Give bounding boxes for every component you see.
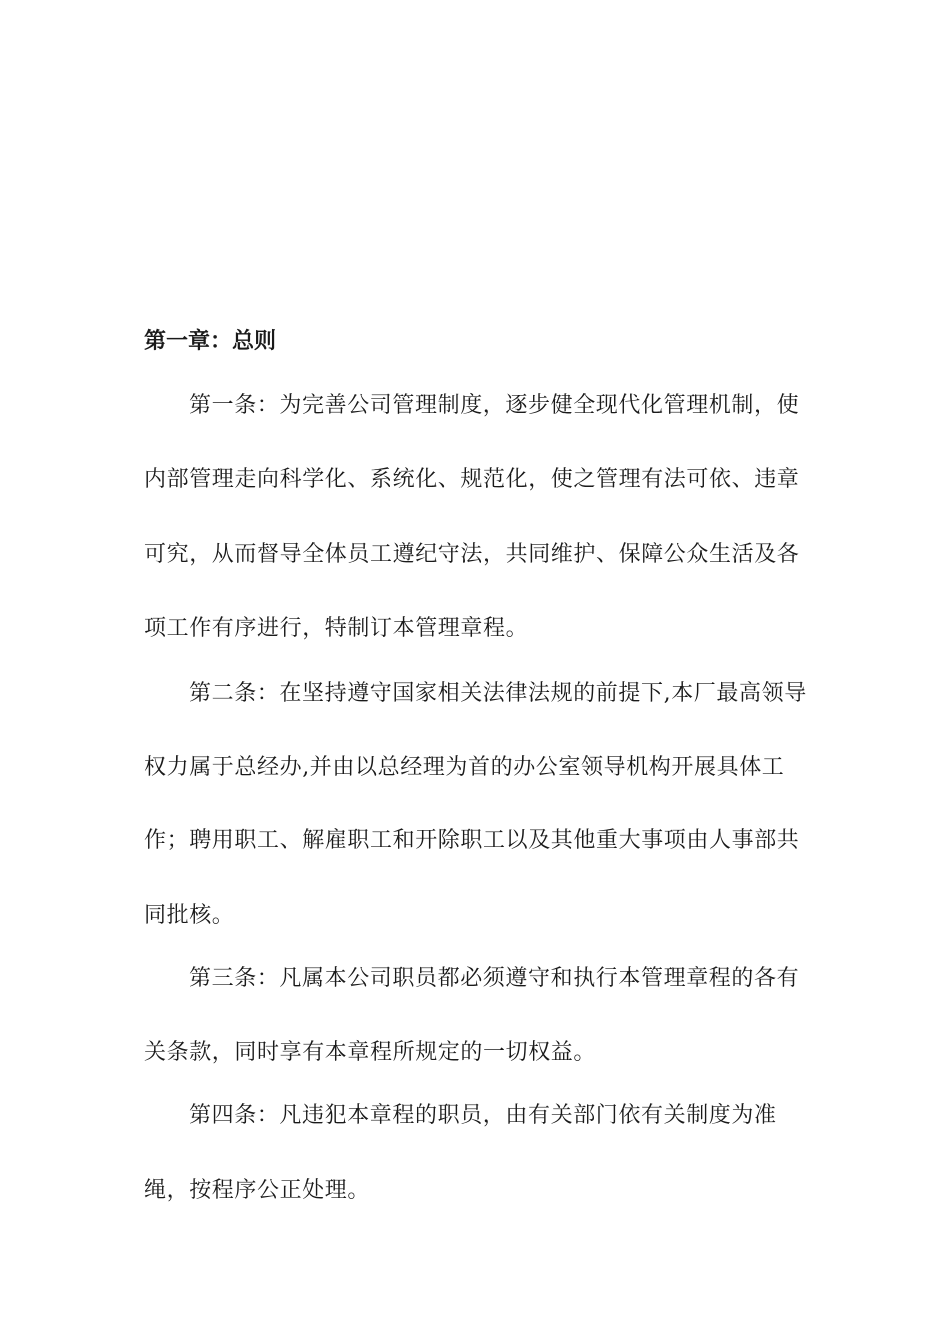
article-2-line-1: 第二条：在坚持遵守国家相关法律法规的前提下,本厂最高领导 bbox=[189, 681, 807, 706]
article-1-line-3: 可究，从而督导全体员工遵纪守法，共同维护、保障公众生活及各 bbox=[144, 542, 800, 567]
article-4-line-2: 绳，按程序公正处理。 bbox=[144, 1178, 371, 1203]
article-3-line-2: 关条款，同时享有本章程所规定的一切权益。 bbox=[144, 1040, 597, 1065]
article-2-line-3: 作；聘用职工、解雇职工和开除职工以及其他重大事项由人事部共 bbox=[144, 828, 800, 853]
article-1-line-4: 项工作有序进行，特制订本管理章程。 bbox=[144, 616, 529, 641]
article-3-line-1: 第三条：凡属本公司职员都必须遵守和执行本管理章程的各有 bbox=[189, 966, 800, 991]
article-1-line-2: 内部管理走向科学化、系统化、规范化，使之管理有法可依、违章 bbox=[144, 467, 800, 492]
article-1-line-1: 第一条：为完善公司管理制度，逐步健全现代化管理机制，使 bbox=[189, 393, 800, 418]
article-2-line-2: 权力属于总经办,并由以总经理为首的办公室领导机构开展具体工 bbox=[144, 755, 785, 780]
chapter-heading: 第一章：总则 bbox=[144, 329, 277, 354]
article-4-line-1: 第四条：凡违犯本章程的职员，由有关部门依有关制度为准 bbox=[189, 1103, 777, 1128]
article-2-line-4: 同批核。 bbox=[144, 903, 235, 928]
